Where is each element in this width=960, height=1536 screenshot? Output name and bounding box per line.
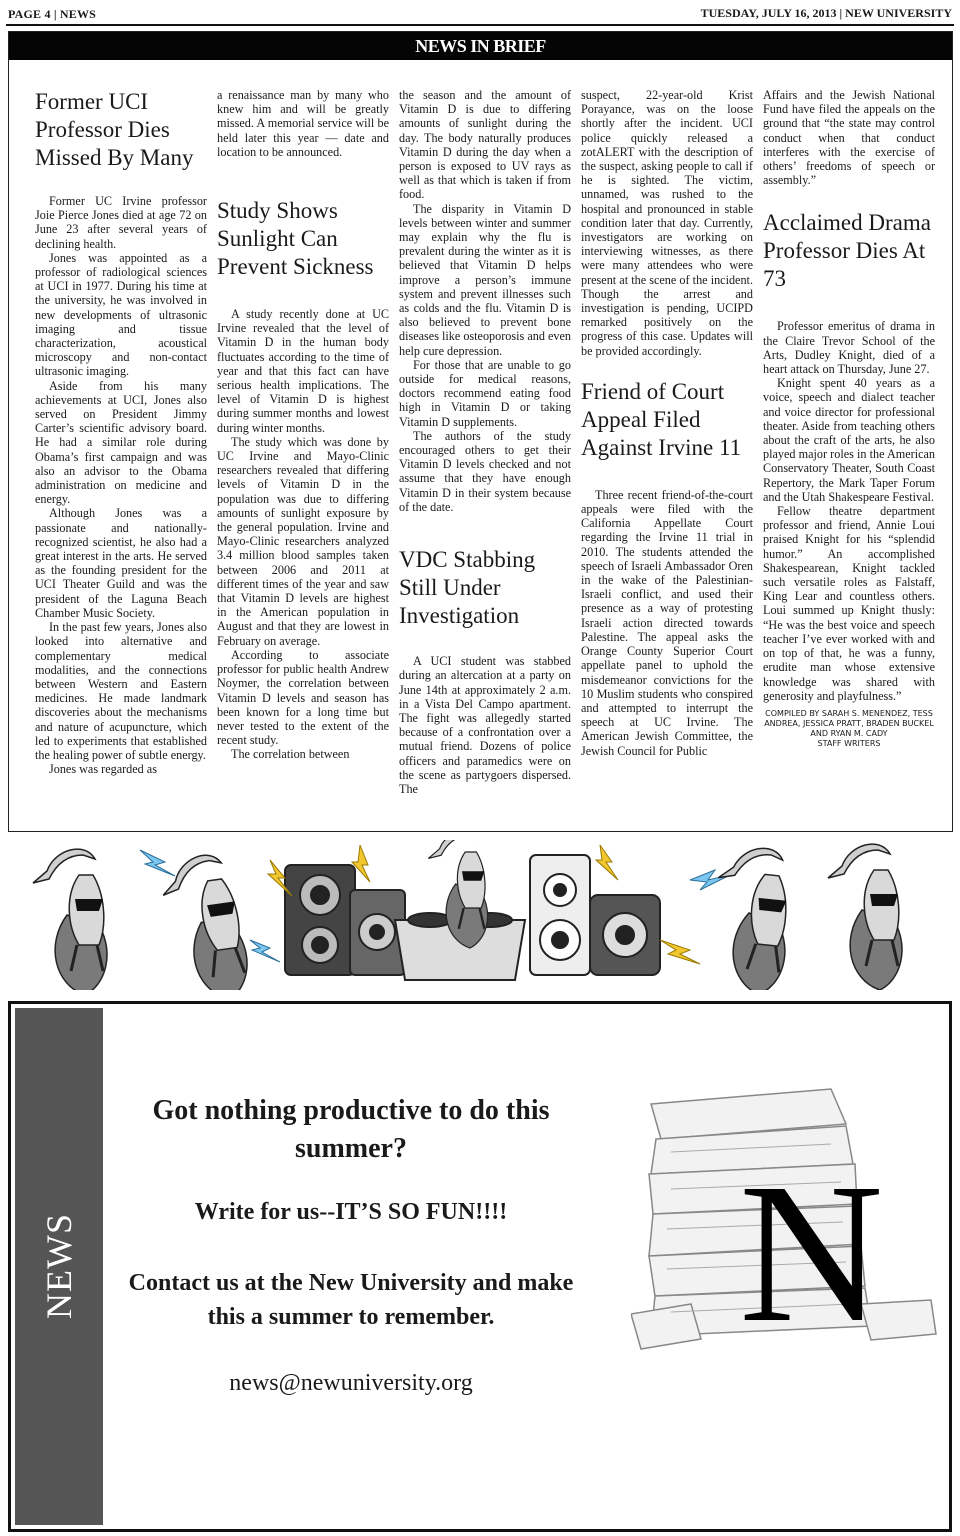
ad-side-bar [15,1008,103,1525]
paragraph: A UCI student was stabbed during an altercation at a party on June 14th at approximately 2 a.m. in a Vista Del Campo apartment. The fight was allegedly started because of a confrontation over a mutual friend. Dozens of police officers and paramedics were on the scene as partygoers dispersed. The [399,654,571,796]
paragraph: The study which was done by UC Irvine and Mayo-Clinic researchers revealed that differing levels of Vitamin D in the population was due to differing amounts of sunlight exposure by the general population. Irvine and Mayo-Clinic researchers analyzed 3.4 million blood samples taken between 2006 and 2011 at different times of the year and saw that Vitamin D levels are highest in the American population in August and that they are lowest in February on average. [217,434,389,648]
paragraph: The correlation between [231,747,350,762]
column-2 [217,88,389,762]
column-4 [581,88,753,758]
speaker-stack-right [530,855,660,975]
ad-email-link[interactable]: news@newuniversity.org [229,1370,473,1396]
section-banner: NEWS IN BRIEF [9,32,952,60]
paragraph: suspect, 22-year-old Krist Porayance, was on the loose shortly after the incident. UCI police quickly released a zotALERT with the description of the suspect, asking people to call if he is sighted. The victim, unnamed, was rushed to the hospital and pronounced in stable condition later that day. Currently, investigators are working on interviewing witnesses, as there were many attendees who were present at the scene of the incident. Though the arrest and investigation is pending, UCIPD remarked positively on the progress of this case. Updates will be provided accordingly. [581,88,753,358]
paragraph: The disparity in Vitamin D levels between winter and summer may explain why the flu is prevalent during the winter as it is believed that Vitamin D helps improve a person’s immune system and prevent illnesses such as colds and the flu. Vitamin D is also believed to prevent bone diseases like osteoporosis and even help cure depression. [399,201,571,358]
ad-side-label: NEWS [39,1213,79,1319]
paragraph: A study recently done at UC Irvine revealed that the level of Vitamin D in the human body fluctuates according to the time of year and that this fact can have serious health implications. The level of Vitamin D is highest during summer months and lowest during winter months. [217,307,389,435]
page-section-label: PAGE 4 | NEWS [8,7,97,21]
recruitment-ad [8,1001,952,1532]
paragraph: In the past few years, Jones also looked into alternative and complementary medical modalities, and the connections between Western and Eastern medicines. He made landmark discoveries about the mechanisms and nature of acupuncture, which led to experiments that established the healing power of subtle energy. [35,620,207,762]
paragraph: a renaissance man by many who knew him and will be greatly missed. A memorial service will be held later this year — date and location to be announced. [217,88,389,159]
paragraph: Knight spent 40 years as a voice, speech and dialect teacher and voice director for professional theater. Aside from teaching others about the craft of the arts, he also played major roles in the American Conservatory Theater, South Coast Repertory, the Mark Taper Forum and the Utah Shakespeare Festival. [763,376,935,504]
paragraph: Professor emeritus of drama in the Claire Trevor School of the Arts, Dudley Knight, died of a heart attack on Thursday, June 27. [763,319,935,377]
paragraph: The authors of the study encouraged others to get their Vitamin D levels checked and not assume that they have enough Vitamin D in their system because of the date. [399,428,571,514]
paragraph: For those that are unable to go outside for medical reasons, doctors recommend eating food high in Vitamin D or taking Vitamin D supplements. [399,357,571,429]
credit-role: STAFF WRITERS [817,738,881,748]
paragraph: Jones was appointed as a professor of radiological sciences at UCI in 1977. During his time at the university, he was involved in new developments of ultrasonic imaging and tissue characterization, acoustical microscopy and non-contact ultrasonic imaging. [35,250,207,379]
header-rule [6,24,954,26]
anteater-figure [33,849,107,990]
headline-sunlight: Study Shows Sunlight Can Prevent Sickness [217,198,374,280]
column-5 [763,88,935,749]
column-3 [399,88,571,796]
ad-headline: Got nothing productive to do this summer? [152,1095,550,1164]
paragraph: Former UC Irvine professor Joie Pierce Jones died at age 72 on June 23 after several years of declining health. [35,194,207,251]
staff-credit [763,709,935,749]
headline-knight: Acclaimed Drama Professor Dies At 73 [763,210,931,292]
paragraph: Fellow theatre department professor and friend, Annie Loui praised Knight for his “splendid humor.” An accomplished Shakespearean, Knight tackled such versatile roles as Falstaff, King Lear and countless others. Loui summed up Knight thusly: “He was the best voice and speech teacher I’ve ever worked with and on top of that, he was a funny, erudite man whose extensive knowledge was shared with generosity and playfulness.” [763,504,935,703]
paragraph: Jones was regarded as [49,762,157,777]
paragraph: Affairs and the Jewish National Fund have filed the appeals on the ground that “the state may control conduct when that conduct interferes with the exercise of others’ freedoms of speech or assembly.” [763,88,935,188]
anteater-dj-illustration [0,840,960,990]
paragraph: According to associate professor for public health Andrew Noymer, the correlation between Vitamin D levels and season has been known for a long time but never tested to the extent of the recent study. [217,647,389,748]
headline-jones: Former UCI Professor Dies Missed By Many [35,89,194,170]
paragraph: Although Jones was a passionate and nationally-recognized scientist, he also had a great interest in the arts. He served as the founding president for the UCI Theater Guild and was the president of the Laguna Beach Chamber Music Society. [35,506,207,620]
headline-vdc: VDC Stabbing Still Under Investigation [399,547,536,629]
date-publication-label: TUESDAY, JULY 16, 2013 | NEW UNIVERSITY [700,6,952,20]
news-in-brief-box [8,31,953,832]
paragraph: Aside from his many achievements at UCI, Jones also served on President Jimmy Carter’s scientific advisory board. He had a similar role during Obama’s first campaign and was also an advisor to the Obama administration on medicine and energy. [35,378,207,507]
newspaper-logo-letter: N [739,1143,884,1364]
speaker-stack-left [285,865,405,975]
anteater-figure [159,851,253,990]
ad-tagline: Write for us--IT’S SO FUN!!!! [194,1199,508,1225]
column-1 [35,88,207,776]
credit-names: COMPILED BY SARAH S. MENENDEZ, TESS ANDREA, JESSICA PRATT, BRADEN BUCKEL AND RYAN M. CADY [764,708,934,738]
anteater-figure [828,844,902,990]
ad-contact-text: Contact us at the New University and make this a summer to remember. [128,1270,574,1330]
anteater-figure [707,844,796,990]
headline-court: Friend of Court Appeal Filed Against Irvine 11 [581,378,742,460]
paragraph: Three recent friend-of-the-court appeals were filed with the California Appellate Court regarding the Irvine 11 trial in 2010. The students attended the speech of Israeli Ambassador Oren in the wake of the Palestinian-Israeli conflict, and used their presence as a way of protesting Israeli action directed towards Palestine. The appeal asks the Orange County Superior Court appellate panel to uphold the misdemeanor convictions for the 10 Muslim students who conspired and attempted to interrupt the speech at UC Irvine. The American Jewish Committee, the Jewish Council for Public [581,487,753,758]
paragraph: the season and the amount of Vitamin D is due to differing amounts of sunlight during the day. The body naturally produces Vitamin D during the day when a person is exposed to UV rays as well as that which is taken if from food. [399,88,571,202]
